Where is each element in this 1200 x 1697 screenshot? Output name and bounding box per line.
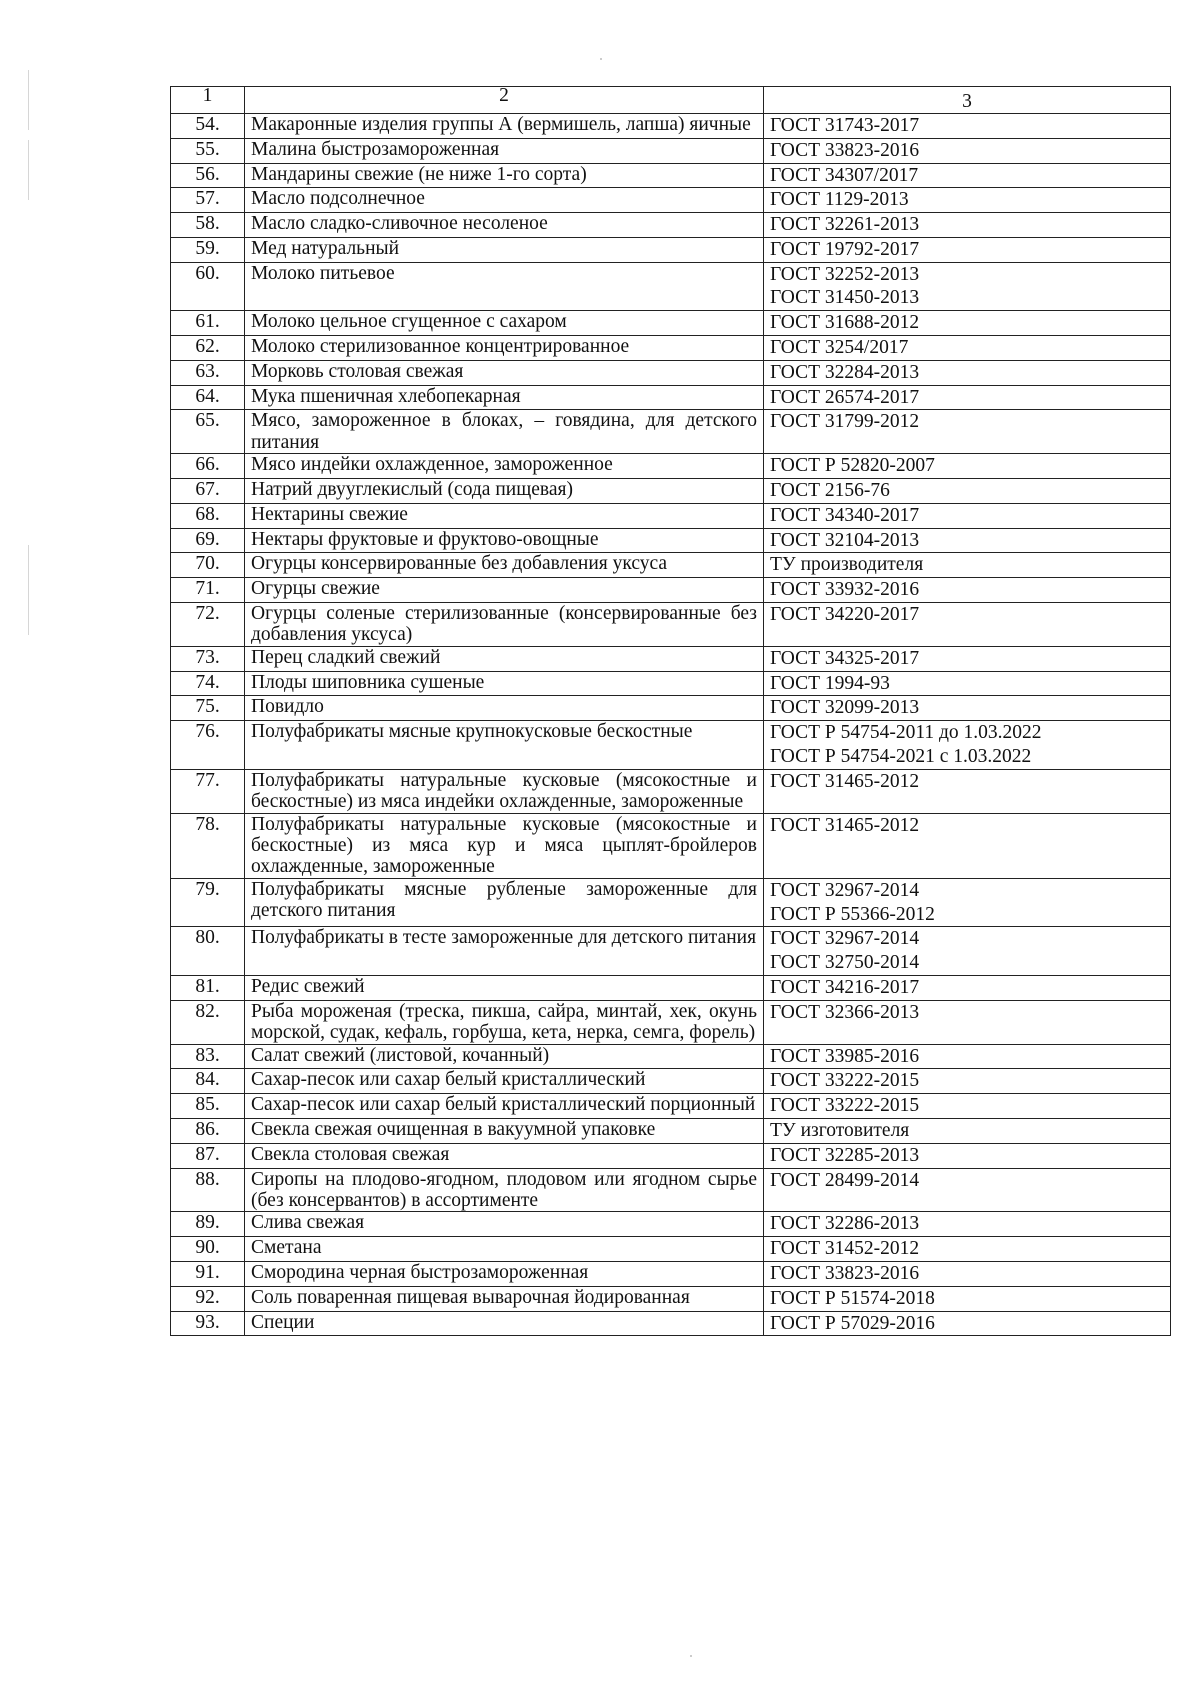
standard-code: ГОСТ 31465-2012: [770, 814, 920, 836]
row-number: 73.: [171, 646, 245, 671]
table-row: [171, 528, 1171, 553]
standard-code: ГОСТ 32967-2014: [770, 928, 920, 950]
product-name: Полуфабрикаты в тесте замороженные для детского питания: [245, 927, 764, 976]
standard-cell: [764, 602, 1171, 646]
standard-code: ГОСТ 32261-2013: [770, 214, 920, 236]
row-number: 70.: [171, 553, 245, 578]
standard-code: ГОСТ Р 54754-2021 с 1.03.2022: [770, 745, 1032, 767]
row-number: 86.: [171, 1119, 245, 1144]
row-number: 72.: [171, 602, 245, 646]
standard-code: ГОСТ Р 54754-2011 до 1.03.2022: [770, 722, 1042, 744]
table-row: [171, 163, 1171, 188]
standard-code: ГОСТ 34216-2017: [770, 977, 920, 999]
product-name: Огурцы консервированные без добавления уксуса: [245, 553, 764, 578]
table-row: [171, 1044, 1171, 1069]
row-number: 64.: [171, 385, 245, 410]
standard-cell: [764, 237, 1171, 262]
table-row: [171, 114, 1171, 139]
table-header-row: [171, 87, 1171, 114]
row-number: 66.: [171, 454, 245, 479]
standard-code: ГОСТ 33222-2015: [770, 1095, 920, 1117]
standard-code: ГОСТ 33823-2016: [770, 139, 920, 161]
product-name: Мандарины свежие (не ниже 1-го сорта): [245, 163, 764, 188]
table-row: [171, 237, 1171, 262]
standard-code: ГОСТ 33932-2016: [770, 579, 920, 601]
product-name: Огурцы свежие: [245, 578, 764, 603]
row-number: 92.: [171, 1286, 245, 1311]
scan-dot: [600, 58, 602, 60]
product-name: Повидло: [245, 696, 764, 721]
standard-code: ГОСТ 33222-2015: [770, 1070, 920, 1092]
row-number: 54.: [171, 114, 245, 139]
product-name: Сахар-песок или сахар белый кристаллический: [245, 1069, 764, 1094]
product-name: Сиропы на плодово-ягодном, плодовом или ягодном сырье (без консервантов) в ассортименте: [245, 1168, 764, 1212]
standard-cell: [764, 553, 1171, 578]
standard-code: ГОСТ Р 51574-2018: [770, 1287, 935, 1309]
standard-cell: [764, 138, 1171, 163]
standard-code: ГОСТ 33823-2016: [770, 1263, 920, 1285]
product-name: Натрий двууглекислый (сода пищевая): [245, 479, 764, 504]
standard-cell: [764, 813, 1171, 878]
row-number: 81.: [171, 976, 245, 1001]
table-row: [171, 503, 1171, 528]
standard-cell: [764, 1168, 1171, 1212]
standard-cell: [764, 385, 1171, 410]
table-row: [171, 602, 1171, 646]
standard-cell: [764, 1237, 1171, 1262]
table-row: [171, 696, 1171, 721]
row-number: 83.: [171, 1044, 245, 1069]
product-name: Рыба мороженая (треска, пикша, сайра, минтай, хек, окунь морской, судак, кефаль, горбуша, кета, нерка, семга, форель): [245, 1000, 764, 1044]
standard-cell: [764, 336, 1171, 361]
row-number: 63.: [171, 360, 245, 385]
product-name: Масло подсолнечное: [245, 188, 764, 213]
product-name: Салат свежий (листовой, кочанный): [245, 1044, 764, 1069]
table-row: [171, 976, 1171, 1001]
standard-cell: [764, 1119, 1171, 1144]
row-number: 91.: [171, 1262, 245, 1287]
standard-cell: [764, 578, 1171, 603]
product-name: Смородина черная быстрозамороженная: [245, 1262, 764, 1287]
product-name: Мука пшеничная хлебопекарная: [245, 385, 764, 410]
row-number: 80.: [171, 927, 245, 976]
product-name: Нектары фруктовые и фруктово-овощные: [245, 528, 764, 553]
product-name: Соль поваренная пищевая выварочная йодированная: [245, 1286, 764, 1311]
table-row: [171, 646, 1171, 671]
row-number: 90.: [171, 1237, 245, 1262]
product-name: Сахар-песок или сахар белый кристаллический порционный: [245, 1094, 764, 1119]
row-number: 76.: [171, 721, 245, 770]
standard-code: ГОСТ 31465-2012: [770, 770, 920, 792]
standard-cell: [764, 188, 1171, 213]
table-row: [171, 813, 1171, 878]
table-row: [171, 553, 1171, 578]
table-body: [171, 114, 1171, 1336]
standard-code: ГОСТ 1994-93: [770, 672, 890, 694]
row-number: 84.: [171, 1069, 245, 1094]
standard-cell: [764, 1286, 1171, 1311]
standard-cell: [764, 1212, 1171, 1237]
product-name: Молоко цельное сгущенное с сахаром: [245, 311, 764, 336]
standard-code: ГОСТ 34307/2017: [770, 164, 919, 186]
standard-cell: [764, 1044, 1171, 1069]
standard-cell: [764, 1262, 1171, 1287]
row-number: 71.: [171, 578, 245, 603]
standard-cell: [764, 646, 1171, 671]
standard-code: ГОСТ 2156-76: [770, 480, 890, 502]
table-row: [171, 360, 1171, 385]
standard-code: ГОСТ 32099-2013: [770, 697, 920, 719]
standard-code: ГОСТ 32750-2014: [770, 952, 920, 974]
row-number: 89.: [171, 1212, 245, 1237]
row-number: 77.: [171, 769, 245, 813]
table-row: [171, 262, 1171, 311]
header-col-2: 2: [245, 87, 764, 114]
standard-code: ГОСТ 26574-2017: [770, 386, 920, 408]
product-name: Слива свежая: [245, 1212, 764, 1237]
product-name: Полуфабрикаты натуральные кусковые (мясокостные и бескостные) из мяса индейки охлажденные, замороженные: [245, 769, 764, 813]
standard-code: ГОСТ 32104-2013: [770, 529, 920, 551]
standard-code: ГОСТ Р 57029-2016: [770, 1312, 935, 1334]
scan-margin-mark: [28, 545, 29, 635]
product-name: Мясо индейки охлажденное, замороженное: [245, 454, 764, 479]
standard-code: ГОСТ Р 52820-2007: [770, 455, 935, 477]
table-row: [171, 1000, 1171, 1044]
table-row: [171, 213, 1171, 238]
row-number: 57.: [171, 188, 245, 213]
table-row: [171, 311, 1171, 336]
standard-cell: [764, 769, 1171, 813]
standard-cell: [764, 311, 1171, 336]
standard-code: ГОСТ 19792-2017: [770, 238, 920, 260]
row-number: 60.: [171, 262, 245, 311]
row-number: 65.: [171, 410, 245, 454]
table-row: [171, 1262, 1171, 1287]
table-row: [171, 336, 1171, 361]
product-name: Плоды шиповника сушеные: [245, 671, 764, 696]
table-row: [171, 1143, 1171, 1168]
standard-cell: [764, 479, 1171, 504]
table-row: [171, 188, 1171, 213]
product-name: Молоко стерилизованное концентрированное: [245, 336, 764, 361]
table-row: [171, 410, 1171, 454]
row-number: 85.: [171, 1094, 245, 1119]
row-number: 58.: [171, 213, 245, 238]
row-number: 62.: [171, 336, 245, 361]
standards-table: [170, 86, 1171, 1336]
product-name: Специи: [245, 1311, 764, 1336]
row-number: 56.: [171, 163, 245, 188]
standard-cell: [764, 721, 1171, 770]
table-row: [171, 1311, 1171, 1336]
product-name: Сметана: [245, 1237, 764, 1262]
standard-code: ГОСТ 34220-2017: [770, 603, 920, 625]
standard-cell: [764, 878, 1171, 927]
standard-code: ГОСТ 28499-2014: [770, 1169, 920, 1191]
table-row: [171, 454, 1171, 479]
product-name: Свекла столовая свежая: [245, 1143, 764, 1168]
product-name: Макаронные изделия группы А (вермишель, лапша) яичные: [245, 114, 764, 139]
standard-code: ГОСТ 34325-2017: [770, 647, 920, 669]
standard-code: ГОСТ 31743-2017: [770, 115, 920, 136]
product-name: Редис свежий: [245, 976, 764, 1001]
row-number: 69.: [171, 528, 245, 553]
scan-dot: [690, 1655, 692, 1657]
product-name: Молоко питьевое: [245, 262, 764, 311]
product-name: Морковь столовая свежая: [245, 360, 764, 385]
product-name: Полуфабрикаты натуральные кусковые (мясокостные и бескостные) из мяса кур и мяса цыплят-бройлеров охлажденные, замороженные: [245, 813, 764, 878]
standard-cell: [764, 114, 1171, 139]
standard-cell: [764, 696, 1171, 721]
standard-code: ТУ изготовителя: [770, 1120, 910, 1142]
product-name: Полуфабрикаты мясные крупнокусковые бескостные: [245, 721, 764, 770]
table-row: [171, 1168, 1171, 1212]
table-row: [171, 721, 1171, 770]
standard-cell: [764, 262, 1171, 311]
product-name: Мед натуральный: [245, 237, 764, 262]
row-number: 93.: [171, 1311, 245, 1336]
table-row: [171, 1094, 1171, 1119]
standard-cell: [764, 503, 1171, 528]
standard-cell: [764, 528, 1171, 553]
table-row: [171, 1237, 1171, 1262]
standard-cell: [764, 1311, 1171, 1336]
row-number: 79.: [171, 878, 245, 927]
standard-code: ГОСТ 31450-2013: [770, 287, 920, 309]
row-number: 55.: [171, 138, 245, 163]
row-number: 67.: [171, 479, 245, 504]
standard-cell: [764, 927, 1171, 976]
standard-code: ГОСТ 31799-2012: [770, 411, 920, 433]
table-row: [171, 479, 1171, 504]
standard-cell: [764, 360, 1171, 385]
standard-code: ГОСТ 1129-2013: [770, 189, 909, 211]
standard-cell: [764, 1000, 1171, 1044]
product-name: Мясо, замороженное в блоках, – говядина, для детского питания: [245, 410, 764, 454]
row-number: 75.: [171, 696, 245, 721]
standard-cell: [764, 213, 1171, 238]
row-number: 59.: [171, 237, 245, 262]
standard-cell: [764, 163, 1171, 188]
header-col-1: 1: [171, 87, 245, 114]
header-col-3: 3: [764, 87, 1171, 114]
row-number: 88.: [171, 1168, 245, 1212]
standard-cell: [764, 1069, 1171, 1094]
table-row: [171, 1119, 1171, 1144]
scan-margin-mark: [28, 70, 29, 130]
standard-code: ГОСТ 32252-2013: [770, 263, 920, 285]
standard-cell: [764, 1143, 1171, 1168]
product-name: Полуфабрикаты мясные рубленые замороженные для детского питания: [245, 878, 764, 927]
row-number: 61.: [171, 311, 245, 336]
row-number: 78.: [171, 813, 245, 878]
product-name: Перец сладкий свежий: [245, 646, 764, 671]
standard-cell: [764, 976, 1171, 1001]
table-row: [171, 1286, 1171, 1311]
row-number: 87.: [171, 1143, 245, 1168]
standard-code: ГОСТ Р 55366-2012: [770, 903, 935, 925]
table-row: [171, 878, 1171, 927]
product-name: Огурцы соленые стерилизованные (консервированные без добавления уксуса): [245, 602, 764, 646]
table-row: [171, 385, 1171, 410]
table-row: [171, 1069, 1171, 1094]
row-number: 82.: [171, 1000, 245, 1044]
standard-code: ГОСТ 34340-2017: [770, 504, 920, 526]
product-name: Малина быстрозамороженная: [245, 138, 764, 163]
standard-code: ГОСТ 32967-2014: [770, 879, 920, 901]
standard-cell: [764, 454, 1171, 479]
standard-code: ГОСТ 32285-2013: [770, 1144, 920, 1166]
table-row: [171, 138, 1171, 163]
standard-cell: [764, 1094, 1171, 1119]
standard-cell: [764, 410, 1171, 454]
row-number: 68.: [171, 503, 245, 528]
standard-code: ГОСТ 32286-2013: [770, 1213, 920, 1235]
product-name: Масло сладко-сливочное несоленое: [245, 213, 764, 238]
row-number: 74.: [171, 671, 245, 696]
table-row: [171, 927, 1171, 976]
standard-code: ГОСТ 33985-2016: [770, 1045, 920, 1067]
standard-code: ГОСТ 31688-2012: [770, 312, 920, 334]
product-name: Свекла свежая очищенная в вакуумной упаковке: [245, 1119, 764, 1144]
standard-cell: [764, 671, 1171, 696]
scan-margin-mark: [28, 140, 29, 200]
standard-code: ГОСТ 31452-2012: [770, 1238, 920, 1260]
standard-code: ГОСТ 32284-2013: [770, 361, 920, 383]
standard-code: ТУ производителя: [770, 554, 924, 576]
standard-code: ГОСТ 3254/2017: [770, 337, 909, 359]
table-row: [171, 769, 1171, 813]
table-row: [171, 1212, 1171, 1237]
table-row: [171, 578, 1171, 603]
table-row: [171, 671, 1171, 696]
product-name: Нектарины свежие: [245, 503, 764, 528]
standard-code: ГОСТ 32366-2013: [770, 1001, 920, 1023]
